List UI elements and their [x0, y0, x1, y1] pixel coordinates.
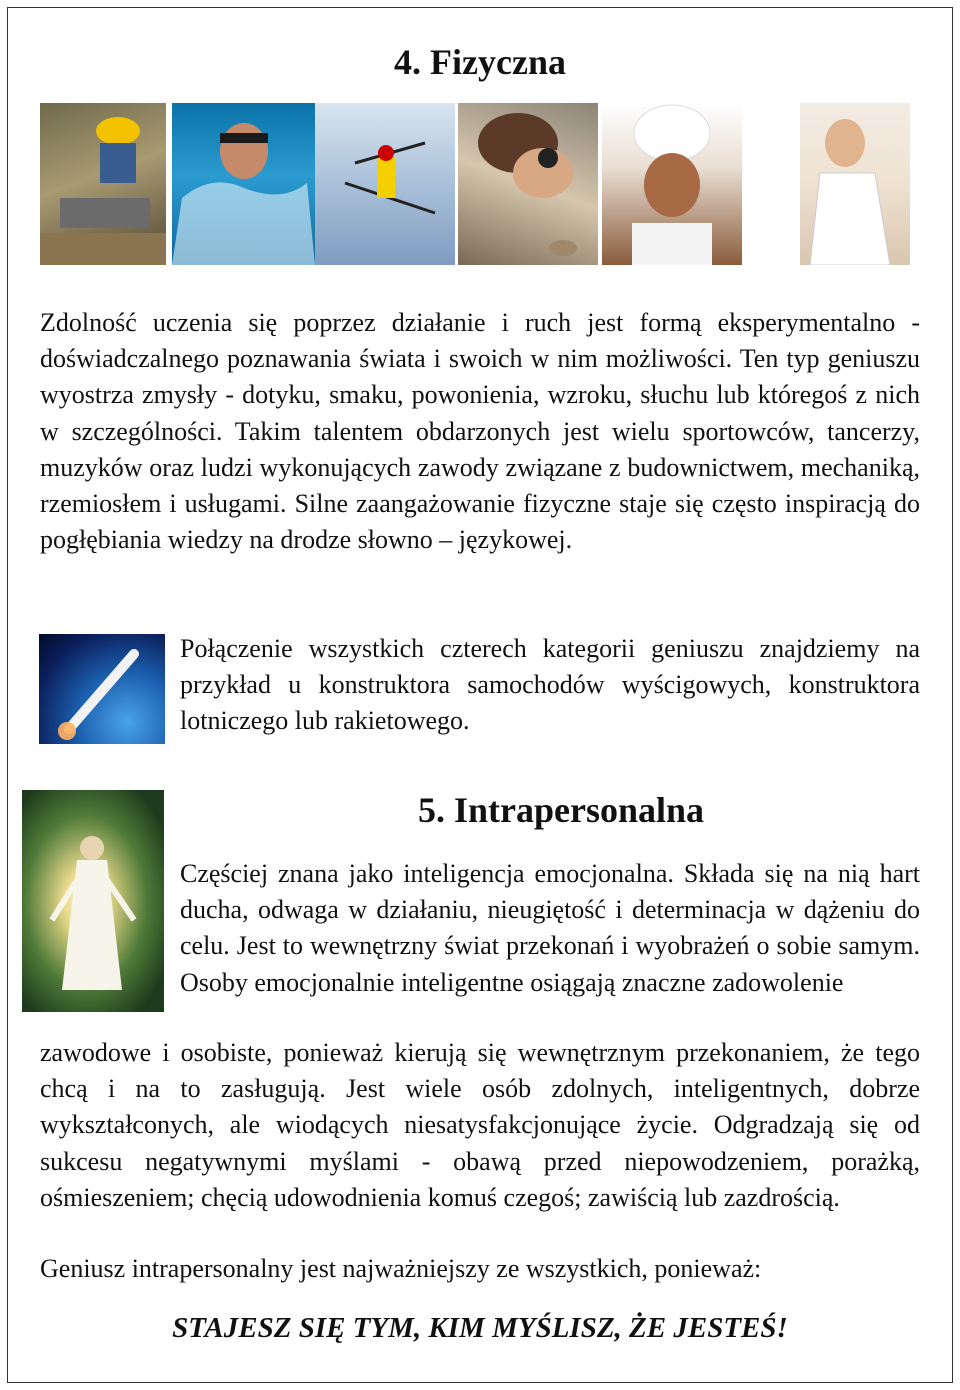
swimmer-photo	[172, 103, 315, 265]
tailor-photo	[800, 103, 910, 265]
section-5-paragraph-2: zawodowe i osobiste, ponieważ kierują się wewnętrznym przekonaniem, że tego chcą i na to zasługują. Jest wiele osób zdolnych, inteligentnych, dobrze wykształconych, ale wiodących niesatysfakcjonujące życie. Odgradzają się od sukcesu negatywnymi myślami - obawą przed niepowodzeniem, porażką, ośmieszeniem; chęcią udowodnienia komuś czegoś; zawiścią lub zazdrością.	[40, 1038, 920, 1212]
angel-figure-image	[22, 790, 164, 1012]
profession-photo-strip	[40, 103, 910, 268]
section-5-title: 5. Intrapersonalna	[418, 790, 705, 830]
section-4-paragraph: Zdolność uczenia się poprzez działanie i ruch jest formą eksperymentalno - doświadczalnego poznawania świata i swoich w nim możliwości. Ten typ geniuszu wyostrza zmysły - dotyku, smaku, powonienia, wzroku, słuchu lub któregoś z nich w szczególności. Takim talentem obdarzonych jest wielu sportowców, tancerzy, muzyków oraz ludzi wykonujących zawody związane z budownictwem, mechaniką, rzemiosłem i usługami. Silne zaangażowanie fizyczne staje się często inspiracją do pogłębiania wiedzy na drodze słowno – językowej.	[40, 308, 920, 555]
section-4-title: 4. Fizyczna	[394, 42, 566, 82]
rocket-earth-image	[39, 634, 165, 744]
chef-photo	[602, 103, 742, 265]
jeweler-photo	[458, 103, 598, 265]
section-5-paragraph-1: Częściej znana jako inteligencja emocjonalna. Składa się na nią hart ducha, odwaga w działaniu, nieugiętość i determinacja w dążeniu do celu. Jest to wewnętrzny świat przekonań i wyobrażeń o sobie samym. Osoby emocjonalnie inteligentne osiągają znaczne zadowolenie	[180, 859, 920, 997]
construction-worker-photo	[40, 103, 166, 265]
section-4-paragraph-2: Połączenie wszystkich czterech kategorii geniuszu znajdziemy na przykład u konstruktora samochodów wyścigowych, konstruktora lotniczego lub rakietowego.	[180, 634, 920, 736]
skier-photo	[315, 103, 455, 265]
slogan: STAJESZ SIĘ TYM, KIM MYŚLISZ, ŻE JESTEŚ!	[172, 1312, 788, 1344]
section-5-paragraph-3: Geniusz intrapersonalny jest najważniejszy ze wszystkich, ponieważ:	[40, 1254, 762, 1283]
